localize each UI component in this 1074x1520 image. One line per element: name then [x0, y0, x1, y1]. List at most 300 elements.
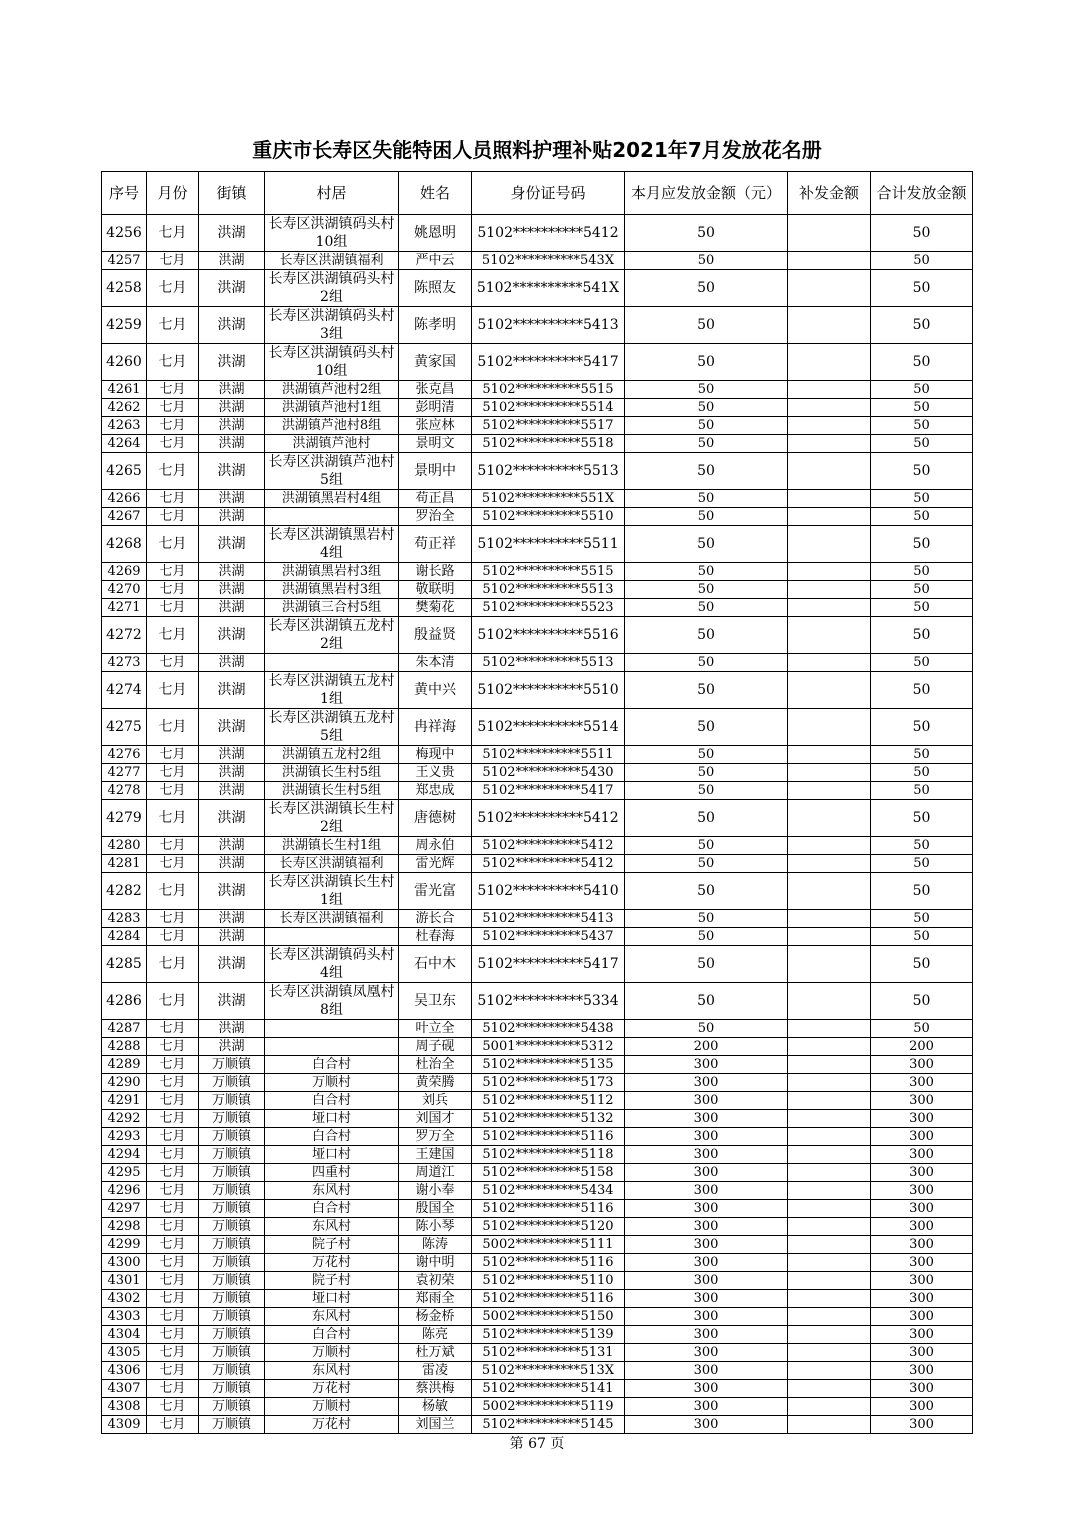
row-name: 蔡洪梅: [399, 1380, 472, 1398]
row-monthly-amount: 300: [625, 1128, 788, 1146]
row-name: 朱本清: [399, 654, 472, 672]
row-monthly-amount: 300: [625, 1308, 788, 1326]
row-name: 吴卫东: [399, 983, 472, 1020]
row-name: 谢长路: [399, 563, 472, 581]
row-index: 4283: [102, 910, 147, 928]
header-index: 序号: [102, 172, 147, 215]
row-index: 4288: [102, 1038, 147, 1056]
table-row: [102, 1290, 973, 1308]
row-index: 4267: [102, 508, 147, 526]
table-row: [102, 873, 973, 910]
row-town: 万顺镇: [199, 1416, 265, 1434]
row-total-amount: 50: [871, 983, 973, 1020]
row-month: 七月: [147, 1110, 199, 1128]
row-total-amount: 300: [871, 1146, 973, 1164]
row-name: 谢中明: [399, 1254, 472, 1272]
row-monthly-amount: 300: [625, 1164, 788, 1182]
row-town: 洪湖: [199, 855, 265, 873]
row-monthly-amount: 50: [625, 381, 788, 399]
row-monthly-amount: 300: [625, 1182, 788, 1200]
row-total-amount: 50: [871, 599, 973, 617]
row-town: 洪湖: [199, 270, 265, 307]
row-total-amount: 50: [871, 270, 973, 307]
row-id-number: 5102**********5417: [472, 946, 625, 983]
header-name: 姓名: [399, 172, 472, 215]
row-supplement-amount: [788, 1380, 871, 1398]
row-id-number: 5102**********5412: [472, 215, 625, 252]
row-town: 万顺镇: [199, 1182, 265, 1200]
row-monthly-amount: 300: [625, 1416, 788, 1434]
row-name: 冉祥海: [399, 709, 472, 746]
row-village: 白合村: [265, 1092, 399, 1110]
table-row: [102, 1074, 973, 1092]
row-id-number: 5102**********5410: [472, 873, 625, 910]
row-town: 洪湖: [199, 672, 265, 709]
row-month: 七月: [147, 1218, 199, 1236]
row-town: 万顺镇: [199, 1290, 265, 1308]
row-id-number: 5102**********5413: [472, 307, 625, 344]
table-row: [102, 672, 973, 709]
row-index: 4256: [102, 215, 147, 252]
row-monthly-amount: 50: [625, 417, 788, 435]
row-town: 洪湖: [199, 599, 265, 617]
row-name: 刘兵: [399, 1092, 472, 1110]
row-month: 七月: [147, 1254, 199, 1272]
row-supplement-amount: [788, 526, 871, 563]
row-name: 陈涛: [399, 1236, 472, 1254]
row-index: 4290: [102, 1074, 147, 1092]
row-total-amount: 50: [871, 928, 973, 946]
row-name: 姚恩明: [399, 215, 472, 252]
row-month: 七月: [147, 252, 199, 270]
row-id-number: 5102**********551X: [472, 490, 625, 508]
row-index: 4301: [102, 1272, 147, 1290]
table-row: [102, 526, 973, 563]
row-monthly-amount: 300: [625, 1272, 788, 1290]
row-town: 万顺镇: [199, 1146, 265, 1164]
row-village: 万顺村: [265, 1398, 399, 1416]
row-village: 白合村: [265, 1200, 399, 1218]
row-supplement-amount: [788, 746, 871, 764]
row-supplement-amount: [788, 1092, 871, 1110]
row-supplement-amount: [788, 215, 871, 252]
row-supplement-amount: [788, 1056, 871, 1074]
row-index: 4265: [102, 453, 147, 490]
row-monthly-amount: 300: [625, 1362, 788, 1380]
row-monthly-amount: 50: [625, 215, 788, 252]
row-month: 七月: [147, 1038, 199, 1056]
row-month: 七月: [147, 1020, 199, 1038]
table-row: [102, 617, 973, 654]
row-town: 洪湖: [199, 654, 265, 672]
row-supplement-amount: [788, 1146, 871, 1164]
row-town: 洪湖: [199, 928, 265, 946]
row-total-amount: 50: [871, 782, 973, 800]
row-name: 敬联明: [399, 581, 472, 599]
row-supplement-amount: [788, 399, 871, 417]
header-village: 村居: [265, 172, 399, 215]
row-town: 洪湖: [199, 873, 265, 910]
row-monthly-amount: 50: [625, 581, 788, 599]
row-index: 4268: [102, 526, 147, 563]
table-row: [102, 435, 973, 453]
table-row: [102, 746, 973, 764]
row-index: 4298: [102, 1218, 147, 1236]
row-village: 长寿区洪湖镇长生村1组: [265, 873, 399, 910]
row-name: 陈亮: [399, 1326, 472, 1344]
table-row: [102, 344, 973, 381]
row-monthly-amount: 50: [625, 910, 788, 928]
row-town: 洪湖: [199, 581, 265, 599]
row-name: 石中木: [399, 946, 472, 983]
row-village: 洪湖镇黑岩村4组: [265, 490, 399, 508]
row-monthly-amount: 300: [625, 1200, 788, 1218]
row-name: 刘国才: [399, 1110, 472, 1128]
row-month: 七月: [147, 910, 199, 928]
row-id-number: 5102**********5511: [472, 526, 625, 563]
row-total-amount: 50: [871, 746, 973, 764]
row-supplement-amount: [788, 1290, 871, 1308]
row-village: 长寿区洪湖镇黑岩村4组: [265, 526, 399, 563]
row-month: 七月: [147, 1128, 199, 1146]
row-monthly-amount: 300: [625, 1092, 788, 1110]
row-month: 七月: [147, 399, 199, 417]
row-supplement-amount: [788, 800, 871, 837]
row-monthly-amount: 300: [625, 1398, 788, 1416]
row-month: 七月: [147, 1056, 199, 1074]
row-supplement-amount: [788, 1074, 871, 1092]
row-total-amount: 300: [871, 1344, 973, 1362]
row-supplement-amount: [788, 873, 871, 910]
row-name: 周子砚: [399, 1038, 472, 1056]
row-month: 七月: [147, 381, 199, 399]
row-total-amount: 300: [871, 1290, 973, 1308]
table-row: [102, 1416, 973, 1434]
row-village: 东风村: [265, 1308, 399, 1326]
row-monthly-amount: 300: [625, 1254, 788, 1272]
row-id-number: 5102**********5518: [472, 435, 625, 453]
row-supplement-amount: [788, 617, 871, 654]
row-index: 4286: [102, 983, 147, 1020]
table-row: [102, 399, 973, 417]
row-monthly-amount: 50: [625, 344, 788, 381]
row-index: 4309: [102, 1416, 147, 1434]
table-row: [102, 837, 973, 855]
header-row: [102, 172, 973, 215]
row-total-amount: 300: [871, 1128, 973, 1146]
row-supplement-amount: [788, 782, 871, 800]
row-month: 七月: [147, 709, 199, 746]
table-row: [102, 782, 973, 800]
row-supplement-amount: [788, 983, 871, 1020]
row-id-number: 5102**********5412: [472, 837, 625, 855]
row-monthly-amount: 50: [625, 617, 788, 654]
row-name: 杜治全: [399, 1056, 472, 1074]
row-id-number: 5102**********5135: [472, 1056, 625, 1074]
row-month: 七月: [147, 344, 199, 381]
row-index: 4279: [102, 800, 147, 837]
row-town: 洪湖: [199, 252, 265, 270]
row-village: 万花村: [265, 1380, 399, 1398]
header-month: 月份: [147, 172, 199, 215]
row-supplement-amount: [788, 307, 871, 344]
row-total-amount: 300: [871, 1362, 973, 1380]
row-month: 七月: [147, 563, 199, 581]
row-month: 七月: [147, 1074, 199, 1092]
row-monthly-amount: 50: [625, 983, 788, 1020]
row-total-amount: 50: [871, 508, 973, 526]
table-row: [102, 1146, 973, 1164]
row-total-amount: 300: [871, 1056, 973, 1074]
row-village: 洪湖镇芦池村8组: [265, 417, 399, 435]
row-town: 万顺镇: [199, 1272, 265, 1290]
row-town: 洪湖: [199, 490, 265, 508]
row-id-number: 5102**********5417: [472, 344, 625, 381]
row-village: 万花村: [265, 1416, 399, 1434]
row-village: 洪湖镇长生村1组: [265, 837, 399, 855]
table-row: [102, 1200, 973, 1218]
row-index: 4292: [102, 1110, 147, 1128]
row-id-number: 5102**********5173: [472, 1074, 625, 1092]
row-total-amount: 50: [871, 526, 973, 563]
row-month: 七月: [147, 1290, 199, 1308]
row-name: 梅现中: [399, 746, 472, 764]
row-month: 七月: [147, 581, 199, 599]
row-supplement-amount: [788, 1110, 871, 1128]
table-row: [102, 1398, 973, 1416]
row-name: 杜万斌: [399, 1344, 472, 1362]
table-row: [102, 581, 973, 599]
row-monthly-amount: 50: [625, 307, 788, 344]
row-village: 长寿区洪湖镇五龙村1组: [265, 672, 399, 709]
row-month: 七月: [147, 1398, 199, 1416]
row-name: 陈照友: [399, 270, 472, 307]
row-index: 4262: [102, 399, 147, 417]
row-month: 七月: [147, 1362, 199, 1380]
row-supplement-amount: [788, 490, 871, 508]
row-name: 袁初荣: [399, 1272, 472, 1290]
row-month: 七月: [147, 672, 199, 709]
row-supplement-amount: [788, 270, 871, 307]
row-village: 四重村: [265, 1164, 399, 1182]
row-id-number: 5102**********5513: [472, 581, 625, 599]
row-id-number: 5102**********5110: [472, 1272, 625, 1290]
row-index: 4260: [102, 344, 147, 381]
row-village: 长寿区洪湖镇码头村3组: [265, 307, 399, 344]
row-town: 洪湖: [199, 800, 265, 837]
row-total-amount: 200: [871, 1038, 973, 1056]
table-row: [102, 1344, 973, 1362]
row-village: 洪湖镇黑岩村3组: [265, 581, 399, 599]
row-name: 谢小奉: [399, 1182, 472, 1200]
row-town: 洪湖: [199, 617, 265, 654]
row-village: 长寿区洪湖镇福利: [265, 910, 399, 928]
row-name: 彭明清: [399, 399, 472, 417]
row-supplement-amount: [788, 1272, 871, 1290]
row-monthly-amount: 300: [625, 1074, 788, 1092]
row-supplement-amount: [788, 417, 871, 435]
row-supplement-amount: [788, 1344, 871, 1362]
row-village: 长寿区洪湖镇五龙村2组: [265, 617, 399, 654]
row-index: 4275: [102, 709, 147, 746]
row-supplement-amount: [788, 453, 871, 490]
row-id-number: 5102**********5514: [472, 709, 625, 746]
table-row: [102, 1110, 973, 1128]
row-supplement-amount: [788, 946, 871, 983]
row-id-number: 5102**********5434: [472, 1182, 625, 1200]
row-village: 长寿区洪湖镇长生村2组: [265, 800, 399, 837]
table-row: [102, 1218, 973, 1236]
row-town: 洪湖: [199, 508, 265, 526]
row-town: 万顺镇: [199, 1236, 265, 1254]
row-total-amount: 300: [871, 1164, 973, 1182]
header-id-number: 身份证号码: [472, 172, 625, 215]
row-village: 洪湖镇芦池村2组: [265, 381, 399, 399]
row-index: 4306: [102, 1362, 147, 1380]
row-supplement-amount: [788, 928, 871, 946]
header-monthly-amount: 本月应发放金额（元）: [625, 172, 788, 215]
row-village: 长寿区洪湖镇五龙村5组: [265, 709, 399, 746]
row-village: 东风村: [265, 1182, 399, 1200]
row-index: 4258: [102, 270, 147, 307]
row-town: 万顺镇: [199, 1398, 265, 1416]
row-id-number: 5102**********5132: [472, 1110, 625, 1128]
row-village: 洪湖镇芦池村: [265, 435, 399, 453]
row-village: 长寿区洪湖镇福利: [265, 252, 399, 270]
row-index: 4280: [102, 837, 147, 855]
row-id-number: 5102**********5145: [472, 1416, 625, 1434]
row-index: 4269: [102, 563, 147, 581]
row-month: 七月: [147, 1092, 199, 1110]
row-name: 游长合: [399, 910, 472, 928]
row-name: 黄家国: [399, 344, 472, 381]
row-id-number: 5102**********5116: [472, 1290, 625, 1308]
table-row: [102, 490, 973, 508]
row-index: 4271: [102, 599, 147, 617]
row-monthly-amount: 50: [625, 764, 788, 782]
row-village: 长寿区洪湖镇福利: [265, 855, 399, 873]
row-town: 洪湖: [199, 782, 265, 800]
row-supplement-amount: [788, 672, 871, 709]
row-total-amount: 300: [871, 1110, 973, 1128]
table-row: [102, 764, 973, 782]
row-supplement-amount: [788, 1020, 871, 1038]
row-name: 唐德树: [399, 800, 472, 837]
row-supplement-amount: [788, 1236, 871, 1254]
row-total-amount: 50: [871, 873, 973, 910]
row-month: 七月: [147, 855, 199, 873]
table-row: [102, 215, 973, 252]
header-town: 街镇: [199, 172, 265, 215]
row-town: 万顺镇: [199, 1110, 265, 1128]
table-row: [102, 1236, 973, 1254]
table-row: [102, 563, 973, 581]
row-name: 张应林: [399, 417, 472, 435]
table-row: [102, 1128, 973, 1146]
row-total-amount: 50: [871, 344, 973, 381]
row-monthly-amount: 50: [625, 453, 788, 490]
roster-table: [101, 171, 973, 1434]
row-village: 东风村: [265, 1218, 399, 1236]
row-town: 洪湖: [199, 946, 265, 983]
row-village: 院子村: [265, 1272, 399, 1290]
row-monthly-amount: 300: [625, 1110, 788, 1128]
row-supplement-amount: [788, 1416, 871, 1434]
row-month: 七月: [147, 946, 199, 983]
row-monthly-amount: 300: [625, 1056, 788, 1074]
row-id-number: 5102**********5412: [472, 800, 625, 837]
row-town: 万顺镇: [199, 1128, 265, 1146]
row-total-amount: 300: [871, 1272, 973, 1290]
row-index: 4284: [102, 928, 147, 946]
row-name: 陈小琴: [399, 1218, 472, 1236]
row-total-amount: 50: [871, 417, 973, 435]
row-month: 七月: [147, 800, 199, 837]
row-id-number: 5102**********5139: [472, 1326, 625, 1344]
row-monthly-amount: 300: [625, 1236, 788, 1254]
row-index: 4278: [102, 782, 147, 800]
row-id-number: 5102**********5430: [472, 764, 625, 782]
row-month: 七月: [147, 270, 199, 307]
row-supplement-amount: [788, 508, 871, 526]
row-monthly-amount: 50: [625, 800, 788, 837]
row-total-amount: 50: [871, 654, 973, 672]
row-town: 万顺镇: [199, 1092, 265, 1110]
row-id-number: 5102**********5438: [472, 1020, 625, 1038]
row-supplement-amount: [788, 654, 871, 672]
row-village: 院子村: [265, 1236, 399, 1254]
row-monthly-amount: 50: [625, 837, 788, 855]
row-town: 洪湖: [199, 526, 265, 563]
row-total-amount: 50: [871, 800, 973, 837]
row-id-number: 5102**********5437: [472, 928, 625, 946]
row-village: 万顺村: [265, 1344, 399, 1362]
table-row: [102, 1182, 973, 1200]
row-index: 4300: [102, 1254, 147, 1272]
row-id-number: 5001**********5312: [472, 1038, 625, 1056]
row-id-number: 5002**********5111: [472, 1236, 625, 1254]
row-index: 4285: [102, 946, 147, 983]
row-monthly-amount: 50: [625, 946, 788, 983]
row-total-amount: 300: [871, 1398, 973, 1416]
row-supplement-amount: [788, 1038, 871, 1056]
row-total-amount: 50: [871, 581, 973, 599]
row-month: 七月: [147, 435, 199, 453]
row-town: 洪湖: [199, 381, 265, 399]
row-index: 4264: [102, 435, 147, 453]
row-village: [265, 508, 399, 526]
row-village: 长寿区洪湖镇码头村10组: [265, 344, 399, 381]
row-total-amount: 50: [871, 453, 973, 490]
row-name: 黄荣腾: [399, 1074, 472, 1092]
row-index: 4282: [102, 873, 147, 910]
row-village: 洪湖镇长生村5组: [265, 764, 399, 782]
row-id-number: 5102**********5158: [472, 1164, 625, 1182]
row-monthly-amount: 300: [625, 1146, 788, 1164]
row-village: 东风村: [265, 1362, 399, 1380]
row-monthly-amount: 50: [625, 873, 788, 910]
row-total-amount: 300: [871, 1236, 973, 1254]
row-village: 洪湖镇五龙村2组: [265, 746, 399, 764]
row-name: 周道江: [399, 1164, 472, 1182]
row-monthly-amount: 50: [625, 855, 788, 873]
row-id-number: 5102**********5118: [472, 1146, 625, 1164]
row-supplement-amount: [788, 1218, 871, 1236]
row-supplement-amount: [788, 1326, 871, 1344]
row-village: 万顺村: [265, 1074, 399, 1092]
row-monthly-amount: 50: [625, 399, 788, 417]
row-monthly-amount: 50: [625, 928, 788, 946]
